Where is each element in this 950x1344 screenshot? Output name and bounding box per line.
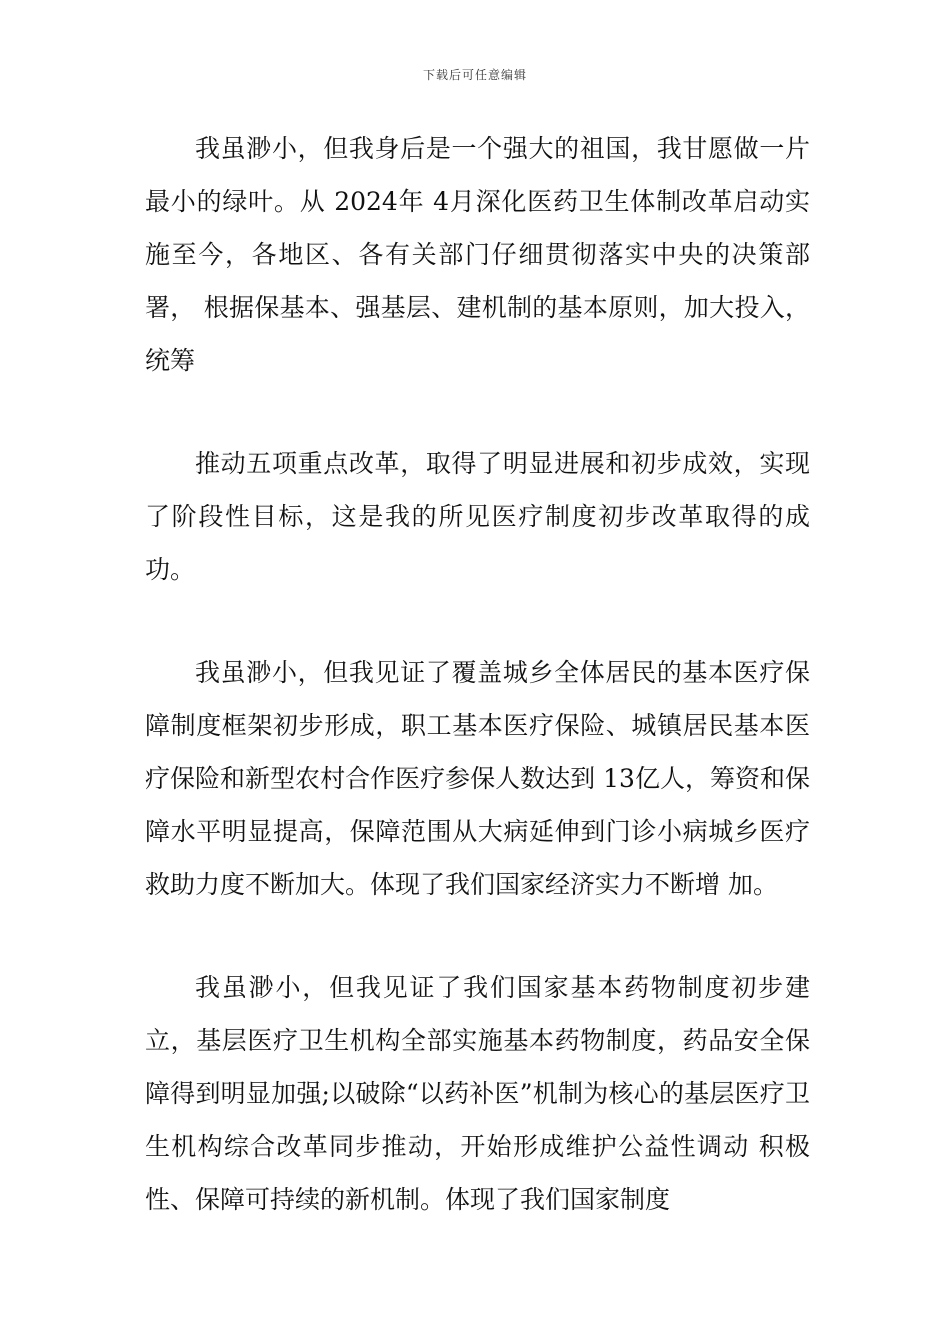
paragraph-3: 我虽渺小，但我见证了覆盖城乡全体居民的基本医疗保障制度框架初步形成，职工基本医疗保险、城镇居民基本医疗保险和新型农村合作医疗参保人数达到 13亿人，筹资和保障水平明显提高，保障范围从大病延伸到门诊小病城乡医疗救助力度不断加大。体现了我们国家经济实力不断增 加。 bbox=[145, 658, 810, 899]
paragraph-1: 我虽渺小，但我身后是一个强大的祖国，我甘愿做一片最小的绿叶。从 2024年 4月深化医药卫生体制改革启动实施至今，各地区、各有关部门仔细贯彻落实中央的决策部署， 根据保基本、强基层、建机制的基本原则，加大投入，统筹 bbox=[145, 134, 810, 375]
header-note: 下载后可任意编辑 bbox=[422, 68, 527, 82]
paragraph-2: 推动五项重点改革，取得了明显进展和初步成效，实现了阶段性目标，这是我的所见医疗制度初步改革取得的成功。 bbox=[145, 449, 810, 584]
document-body bbox=[145, 122, 810, 1276]
paragraph-4: 我虽渺小，但我见证了我们国家基本药物制度初步建立，基层医疗卫生机构全部实施基本药物制度，药品安全保 障得到明显加强;以破除“以药补医”机制为核心的基层医疗卫生机构综合改革同步推动，开始形成维护公益性调动 积极性、保障可持续的新机制。体现了我们国家制度 bbox=[145, 973, 810, 1214]
